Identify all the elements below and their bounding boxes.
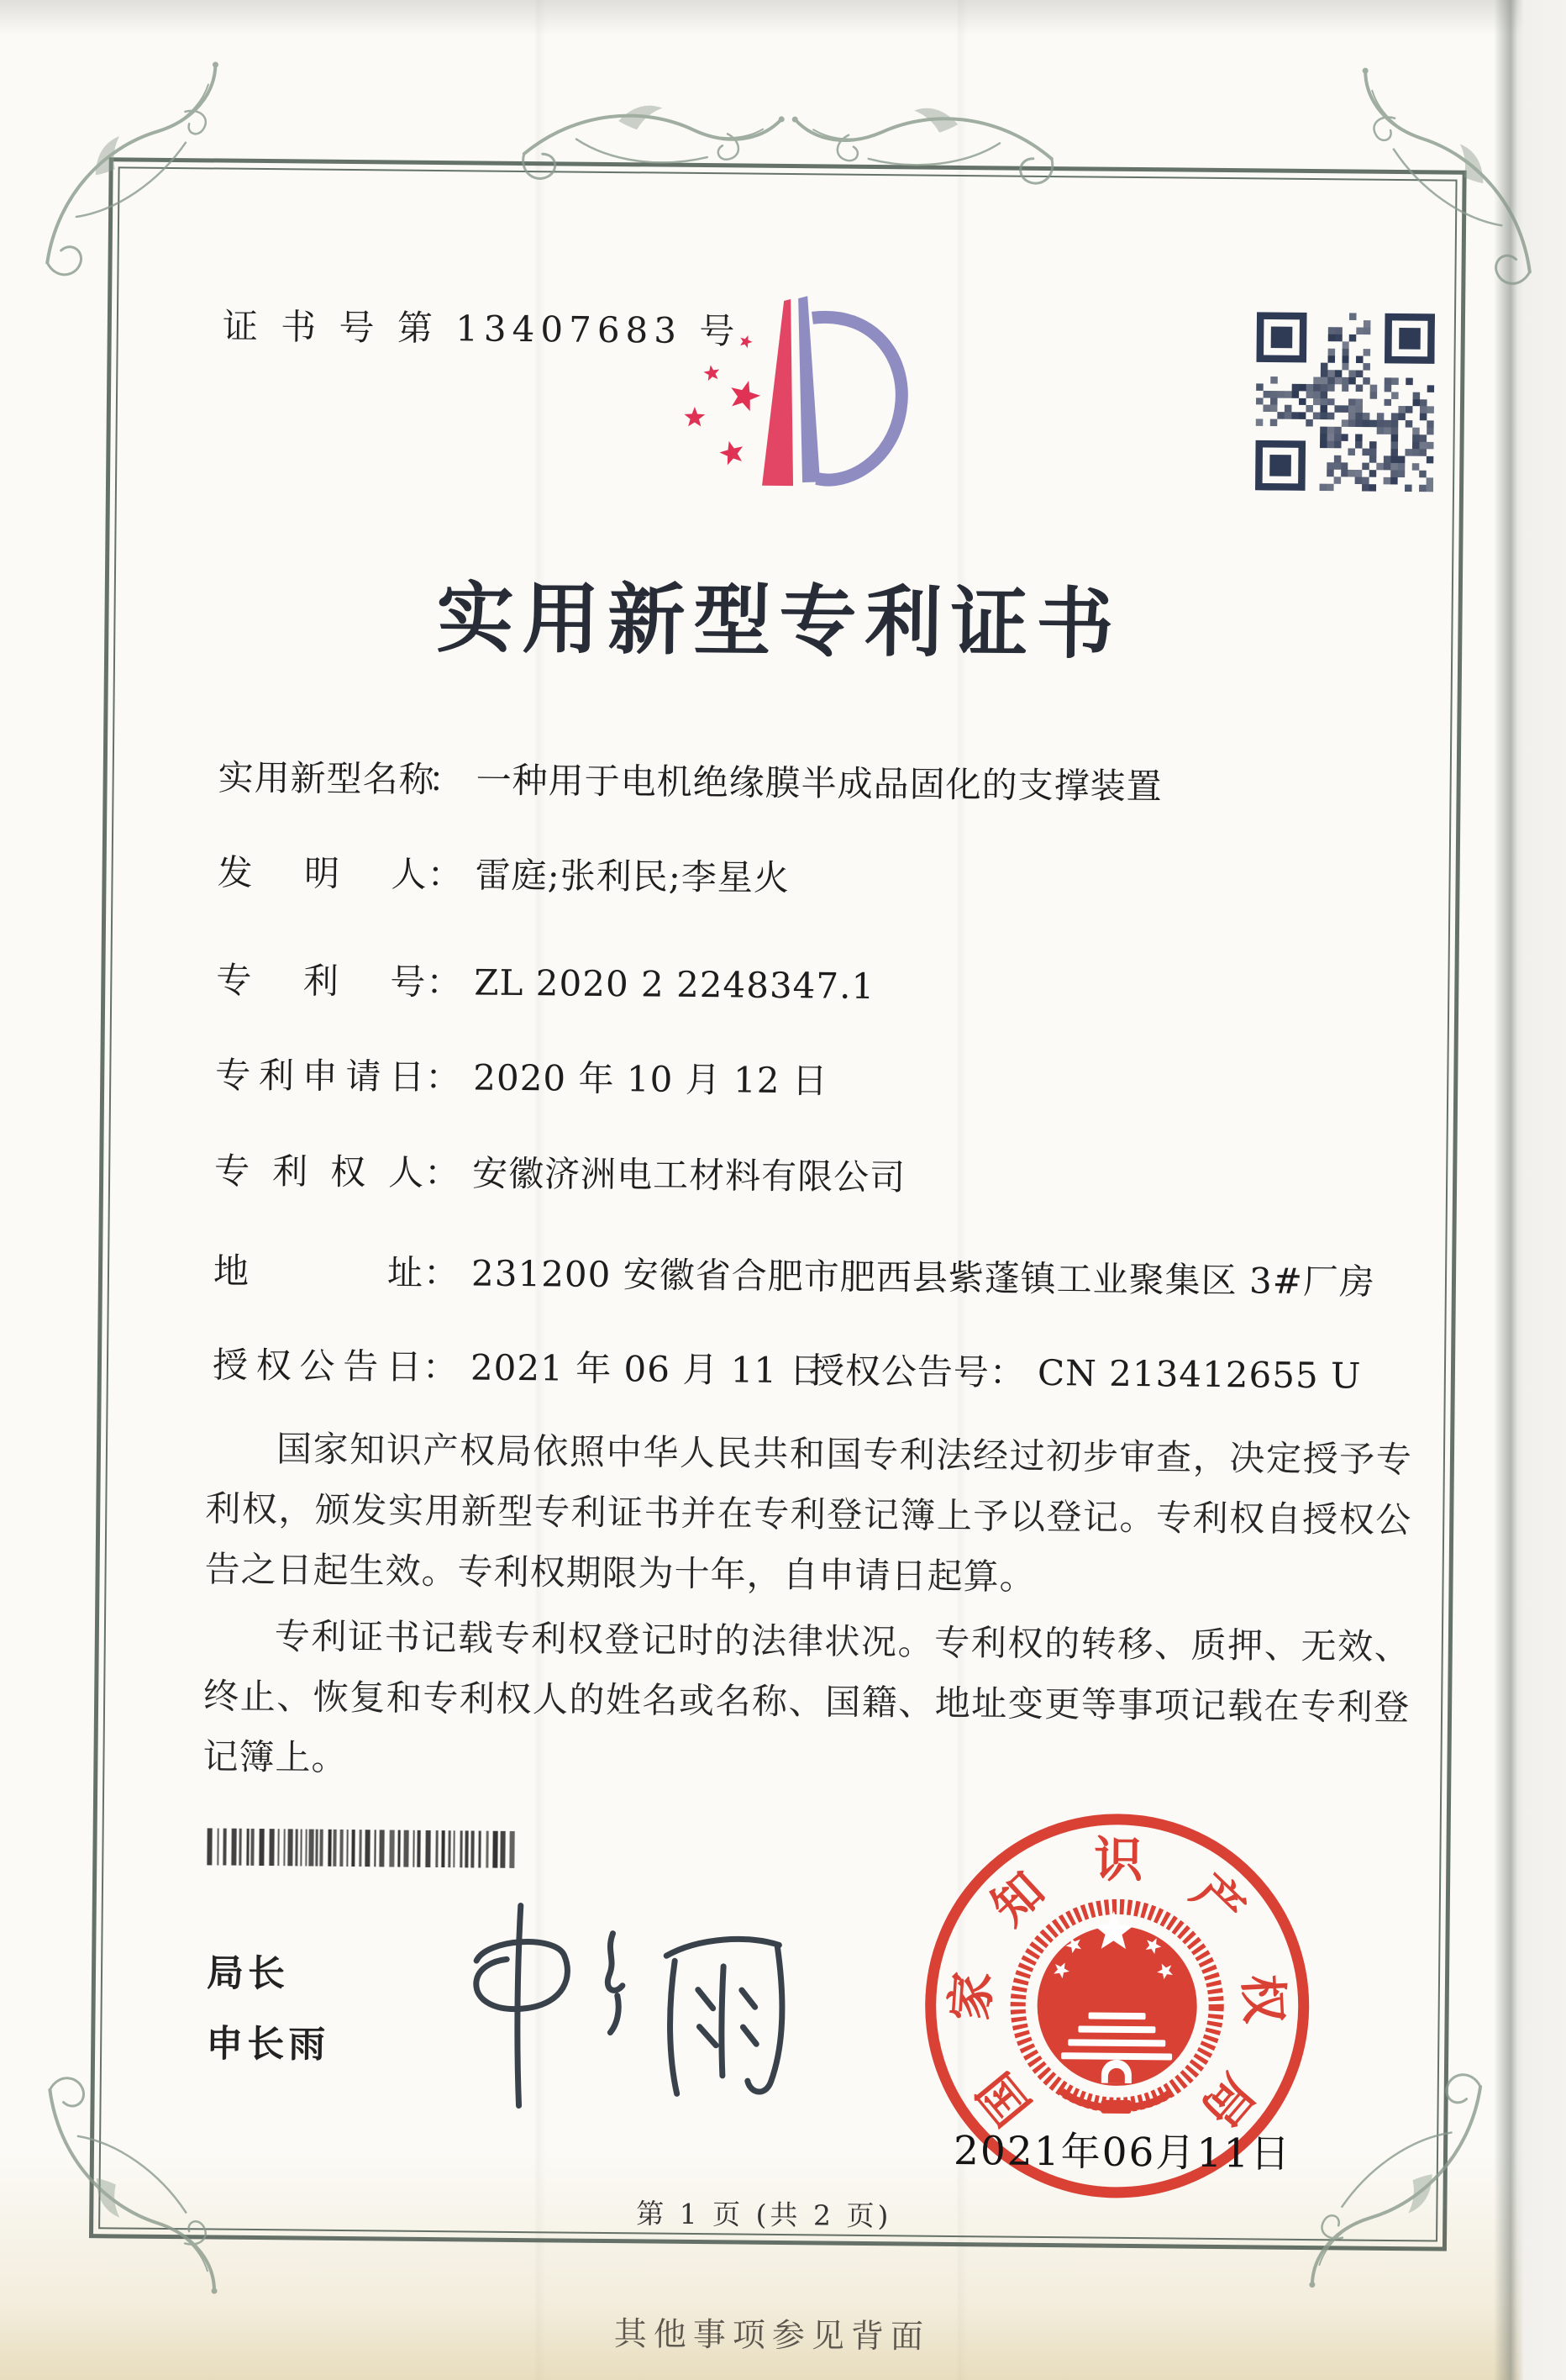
field-label: 授权公告日 bbox=[212, 1344, 423, 1387]
field-colon: ： bbox=[422, 1345, 460, 1388]
legal-paragraph-1: 国家知识产权局依照中华人民共和国专利法经过初步审查，决定授予专利权，颁发实用新型专利证书并在专利登记簿上予以登记。专利权自授权公告之日起生效。专利权期限为十年，自申请日起算。 bbox=[204, 1428, 1413, 1598]
legal-text bbox=[202, 1418, 1412, 1798]
field-row-grant-date bbox=[213, 1337, 826, 1393]
field-row-grant-number bbox=[809, 1343, 1362, 1398]
svg-text:家: 家 bbox=[941, 1969, 1001, 2023]
top-center-flourish-left-icon bbox=[517, 95, 786, 224]
field-value: ZL 2020 2 2248347.1 bbox=[474, 961, 875, 1008]
field-value: 安徽济洲电工材料有限公司 bbox=[471, 1152, 906, 1198]
national-emblem-icon bbox=[1017, 1906, 1217, 2114]
qr-code bbox=[1255, 312, 1435, 492]
page-number: 第 1 页 (共 2 页) bbox=[636, 2197, 892, 2233]
svg-text:国: 国 bbox=[966, 2061, 1043, 2136]
svg-text:识: 识 bbox=[1094, 1830, 1143, 1889]
field-row-filing-date bbox=[215, 1048, 828, 1104]
svg-text:权: 权 bbox=[1233, 1972, 1293, 2025]
field-colon: ： bbox=[989, 1351, 1027, 1393]
field-value: 2020 年 10 月 12 日 bbox=[473, 1056, 829, 1102]
field-value: 一种用于电机绝缘膜半成品固化的支撑装置 bbox=[476, 759, 1163, 808]
field-label: 实用新型名称 bbox=[218, 756, 435, 800]
legal-paragraph-2: 专利证书记载专利权登记时的法律状况。专利权的转移、质押、无效、终止、恢复和专利权人的姓名或名称、国籍、地址变更等事项记载在专利登记簿上。 bbox=[202, 1614, 1411, 1779]
field-colon: ： bbox=[426, 961, 463, 1003]
field-value: 231200 安徽省合肥市肥西县紫蓬镇工业聚集区 3#厂房 bbox=[470, 1252, 1376, 1303]
seal-date: 2021年06月11日 bbox=[953, 2128, 1292, 2177]
barcode bbox=[205, 1828, 518, 1868]
field-colon: ： bbox=[423, 1251, 460, 1294]
certificate-number: 证 书 号 第 13407683 号 bbox=[222, 305, 741, 352]
commissioner-title: 局长 bbox=[206, 1951, 290, 1996]
field-row-inventors bbox=[217, 845, 790, 902]
field-label: 专利号 bbox=[216, 959, 427, 1003]
svg-text:产: 产 bbox=[1180, 1862, 1256, 1938]
svg-text:局: 局 bbox=[1190, 2063, 1266, 2139]
commissioner-name: 申长雨 bbox=[205, 2022, 330, 2067]
field-value: 雷庭;张利民;李星火 bbox=[475, 854, 791, 899]
field-colon: ： bbox=[428, 758, 465, 801]
field-row-patentee bbox=[214, 1144, 906, 1201]
field-label: 专利权人 bbox=[213, 1150, 425, 1193]
certificate-title: 实用新型专利证书 bbox=[435, 572, 1122, 670]
field-value: 2021 年 06 月 11 日 bbox=[470, 1346, 826, 1392]
field-value: CN 213412655 U bbox=[1037, 1351, 1362, 1397]
svg-text:知: 知 bbox=[980, 1861, 1055, 1936]
field-row-patent-number bbox=[216, 953, 875, 1010]
field-colon: ： bbox=[425, 1056, 462, 1098]
field-colon: ： bbox=[427, 853, 464, 896]
cnipa-logo-icon bbox=[645, 276, 942, 530]
field-label: 授权公告号 bbox=[808, 1350, 991, 1393]
field-row-utility-model-name bbox=[218, 750, 1163, 810]
top-center-flourish-right-icon bbox=[789, 97, 1059, 226]
commissioner-signature bbox=[444, 1898, 833, 2115]
back-note: 其他事项参见背面 bbox=[613, 2315, 931, 2356]
field-label: 发明人 bbox=[217, 851, 428, 895]
field-colon: ： bbox=[423, 1151, 461, 1194]
field-label: 地址 bbox=[213, 1250, 424, 1293]
field-label: 专利申请日 bbox=[215, 1054, 426, 1098]
